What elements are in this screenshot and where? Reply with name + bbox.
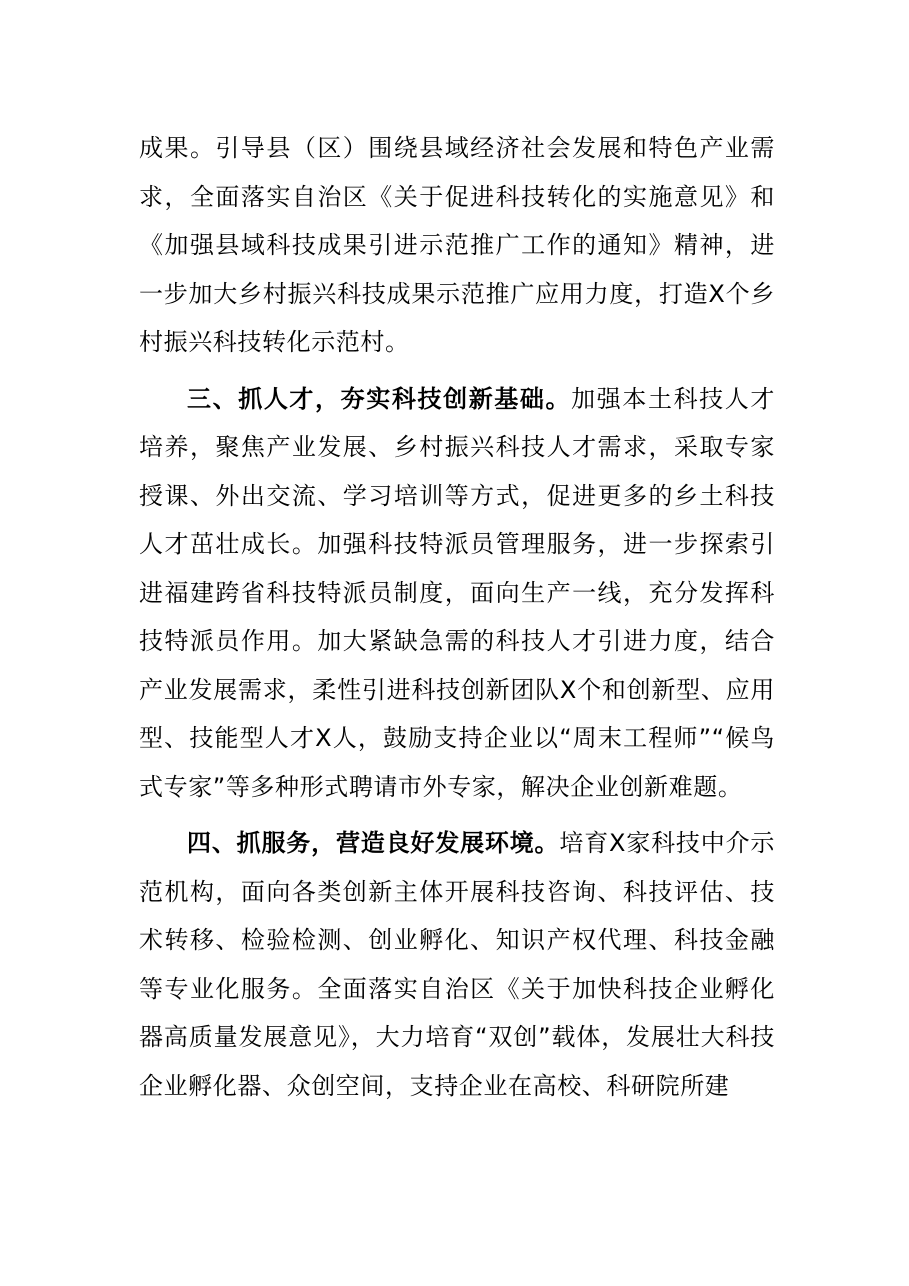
paragraph-talent (139, 375, 775, 812)
paragraph-continuation (139, 124, 775, 367)
section-heading-service: 四、抓服务，营造良好发展环境。 (187, 829, 560, 857)
section-heading-talent: 三、抓人才，夯实科技创新基础。 (187, 384, 572, 413)
document-body (139, 124, 775, 1110)
paragraph-text: 成果。引导县（区）围绕县域经济社会发展和特色产业需求，全面落实自治区《关于促进科技转化的实施意见》和《加强县域科技成果引进示范推广工作的通知》精神，进一步加大乡村振兴科技成果示范推广应用力度，打造X个乡村振兴科技转化示范村。 (139, 134, 775, 356)
paragraph-text: 加强本土科技人才培养，聚焦产业发展、乡村振兴科技人才需求，采取专家授课、外出交流、学习培训等方式，促进更多的乡土科技人才茁壮成长。加强科技特派员管理服务，进一步探索引进福建跨省科技特派员制度，面向生产一线，充分发挥科技特派员作用。加大紧缺急需的科技人才引进力度，结合产业发展需求，柔性引进科技创新团队X个和创新型、应用型、技能型人才X人，鼓励支持企业以“周末工程师”“候鸟式专家”等多种形式聘请市外专家，解决企业创新难题。 (139, 384, 775, 801)
paragraph-service (139, 819, 775, 1110)
paragraph-text: 培育X家科技中介示范机构，面向各类创新主体开展科技咨询、科技评估、技术转移、检验检测、创业孵化、知识产权代理、科技金融等专业化服务。全面落实自治区《关于加快科技企业孵化器高质量发展意见》，大力培育“双创”载体，发展壮大科技企业孵化器、众创空间，支持企业在高校、科研院所建 (139, 829, 776, 1100)
